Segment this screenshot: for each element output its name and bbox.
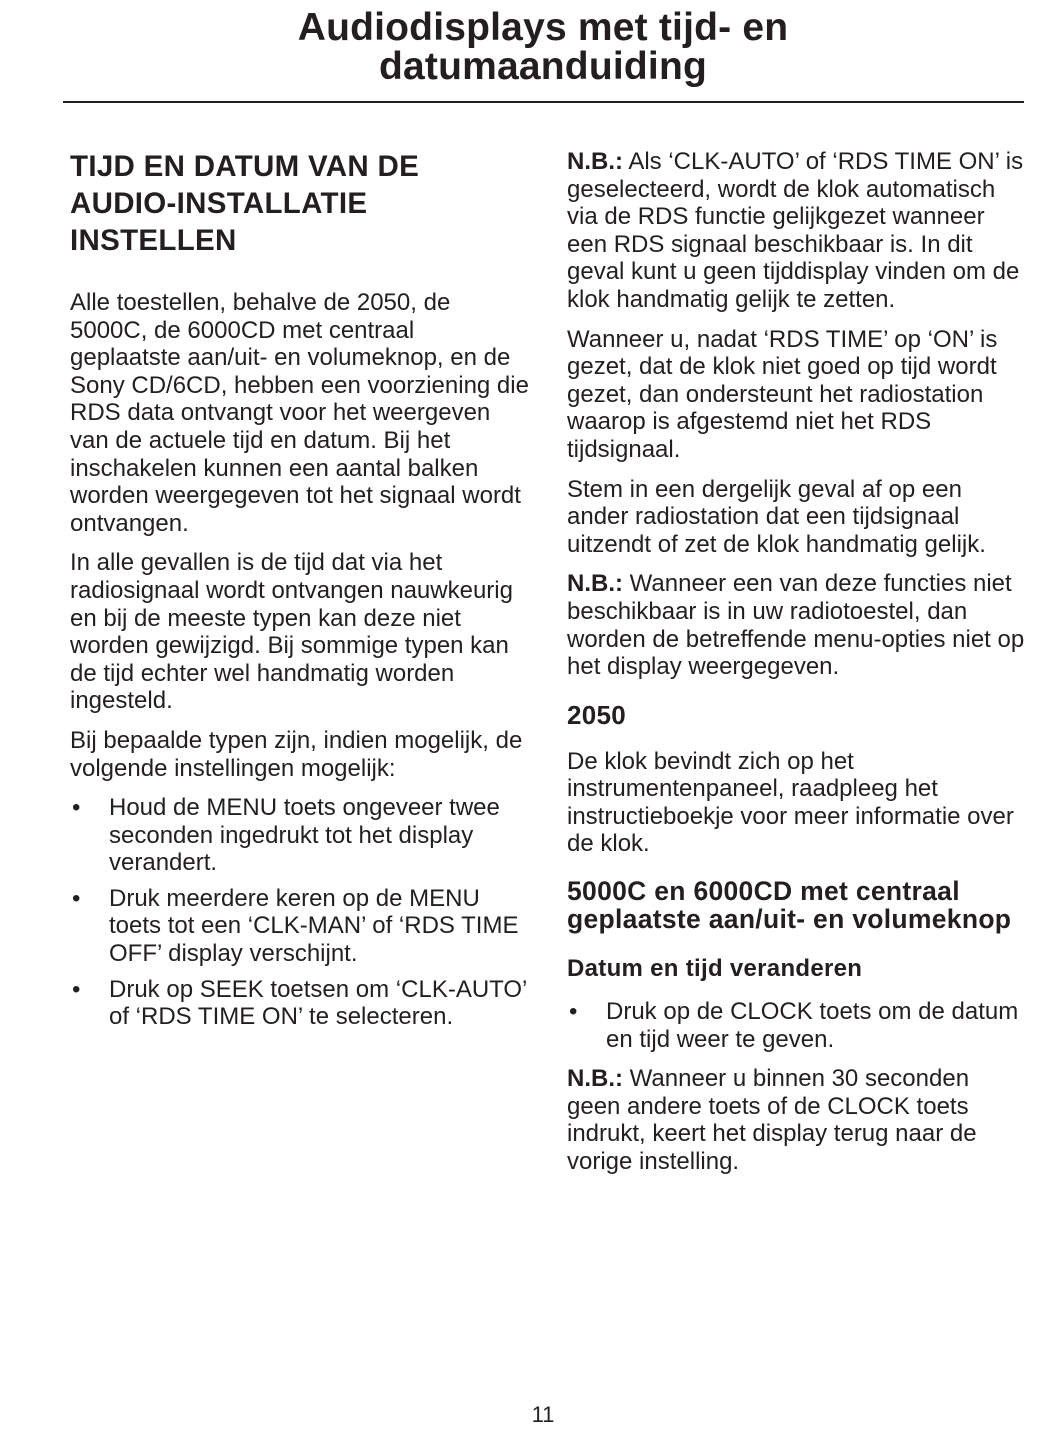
bullet-icon: • bbox=[72, 794, 81, 822]
note-text: Wanneer een van deze functies niet beschikbaar is in uw radiotoestel, dan worden de betreffende menu-opties niet op het display weergegeven. bbox=[567, 570, 1025, 681]
note-timeout bbox=[567, 1065, 1029, 1175]
list-item-text: Houd de MENU toets ongeveer twee seconden ingedrukt tot het display verandert. bbox=[109, 794, 500, 877]
left-column bbox=[70, 148, 530, 1039]
bullet-icon: • bbox=[72, 884, 81, 912]
list-item bbox=[567, 998, 1029, 1053]
heading-5000c-6000cd: 5000C en 6000CD met centraal geplaatste aan/uit- en volumeknop bbox=[567, 876, 1012, 934]
list-item bbox=[70, 885, 530, 968]
list-item bbox=[70, 794, 530, 877]
note-label: N.B.: bbox=[567, 1065, 623, 1093]
paragraph-2050: De klok bevindt zich op het instrumentenpaneel, raadpleeg het instructieboekje voor meer informatie over de klok. bbox=[567, 747, 1014, 858]
heading-2050: 2050 bbox=[567, 699, 627, 730]
right-column bbox=[567, 148, 1029, 1188]
rds-paragraph: Wanneer u, nadat ‘RDS TIME’ op ‘ON’ is gezet, dat de klok niet goed op tijd wordt gezet, dan ondersteunt het radiostation waarop is afgestemd niet het RDS tijdsignaal. bbox=[567, 325, 998, 463]
list-item-text: Druk op de CLOCK toets om de datum en tijd weer te geven. bbox=[606, 998, 1019, 1053]
accuracy-paragraph: In alle gevallen is de tijd dat via het radiosignaal wordt ontvangen nauwkeurig en bij de meeste typen kan deze niet worden gewijzigd. Bij sommige typen kan de tijd echter wel handmatig worden ingesteld. bbox=[70, 549, 513, 715]
subheading-date-time: Datum en tijd veranderen bbox=[567, 955, 863, 983]
bullet-icon: • bbox=[72, 975, 81, 1003]
section-heading: TIJD EN DATUM VAN DE AUDIO-INSTALLATIE INSTELLEN bbox=[70, 150, 420, 257]
note-clk-auto bbox=[567, 148, 1029, 314]
clock-list bbox=[567, 998, 1029, 1053]
tune-paragraph: Stem in een dergelijk geval af op een ander radiostation dat een tijdsignaal uitzendt of zet de klok handmatig gelijk. bbox=[567, 475, 986, 558]
list-item-text: Druk op SEEK toetsen om ‘CLK-AUTO’ of ‘RDS TIME ON’ te selecteren. bbox=[109, 975, 527, 1031]
note-label: N.B.: bbox=[567, 148, 623, 175]
note-text: Wanneer u binnen 30 seconden geen andere toets of de CLOCK toets indrukt, keert het display terug naar de vorige instelling. bbox=[567, 1065, 977, 1176]
list-item bbox=[70, 976, 530, 1031]
settings-paragraph: Bij bepaalde typen zijn, indien mogelijk, de volgende instellingen mogelijk: bbox=[70, 726, 523, 782]
page-title bbox=[0, 8, 1056, 86]
intro-paragraph: Alle toestellen, behalve de 2050, de 5000C, de 6000CD met centraal geplaatste aan/uit- en volumeknop, en de Sony CD/6CD, hebben een voorziening die RDS data ontvangt voor het weergeven van de actuele tijd en datum. Bij het inschakelen kunnen een aantal balken worden weergegeven tot het signaal wordt ontvangen. bbox=[70, 289, 529, 537]
page-title-line2: datumaanduiding bbox=[379, 45, 707, 88]
note-label: N.B.: bbox=[567, 570, 623, 598]
list-item-text: Druk meerdere keren op de MENU toets tot een ‘CLK-MAN’ of ‘RDS TIME OFF’ display verschijnt. bbox=[109, 884, 519, 968]
instruction-list bbox=[70, 794, 530, 1031]
page-title-line1: Audiodisplays met tijd- en bbox=[297, 6, 789, 49]
note-functions bbox=[567, 570, 1029, 680]
note-text: Als ‘CLK-AUTO’ of ‘RDS TIME ON’ is geselecteerd, wordt de klok automatisch via de RDS functie gelijkgezet wanneer een RDS signaal beschikbaar is. In dit geval kunt u geen tijddisplay vinden om de klok handmatig gelijk te zetten. bbox=[567, 148, 1024, 313]
bullet-icon: • bbox=[569, 998, 578, 1026]
title-divider bbox=[63, 101, 1024, 103]
page-number: 11 bbox=[531, 1402, 555, 1427]
